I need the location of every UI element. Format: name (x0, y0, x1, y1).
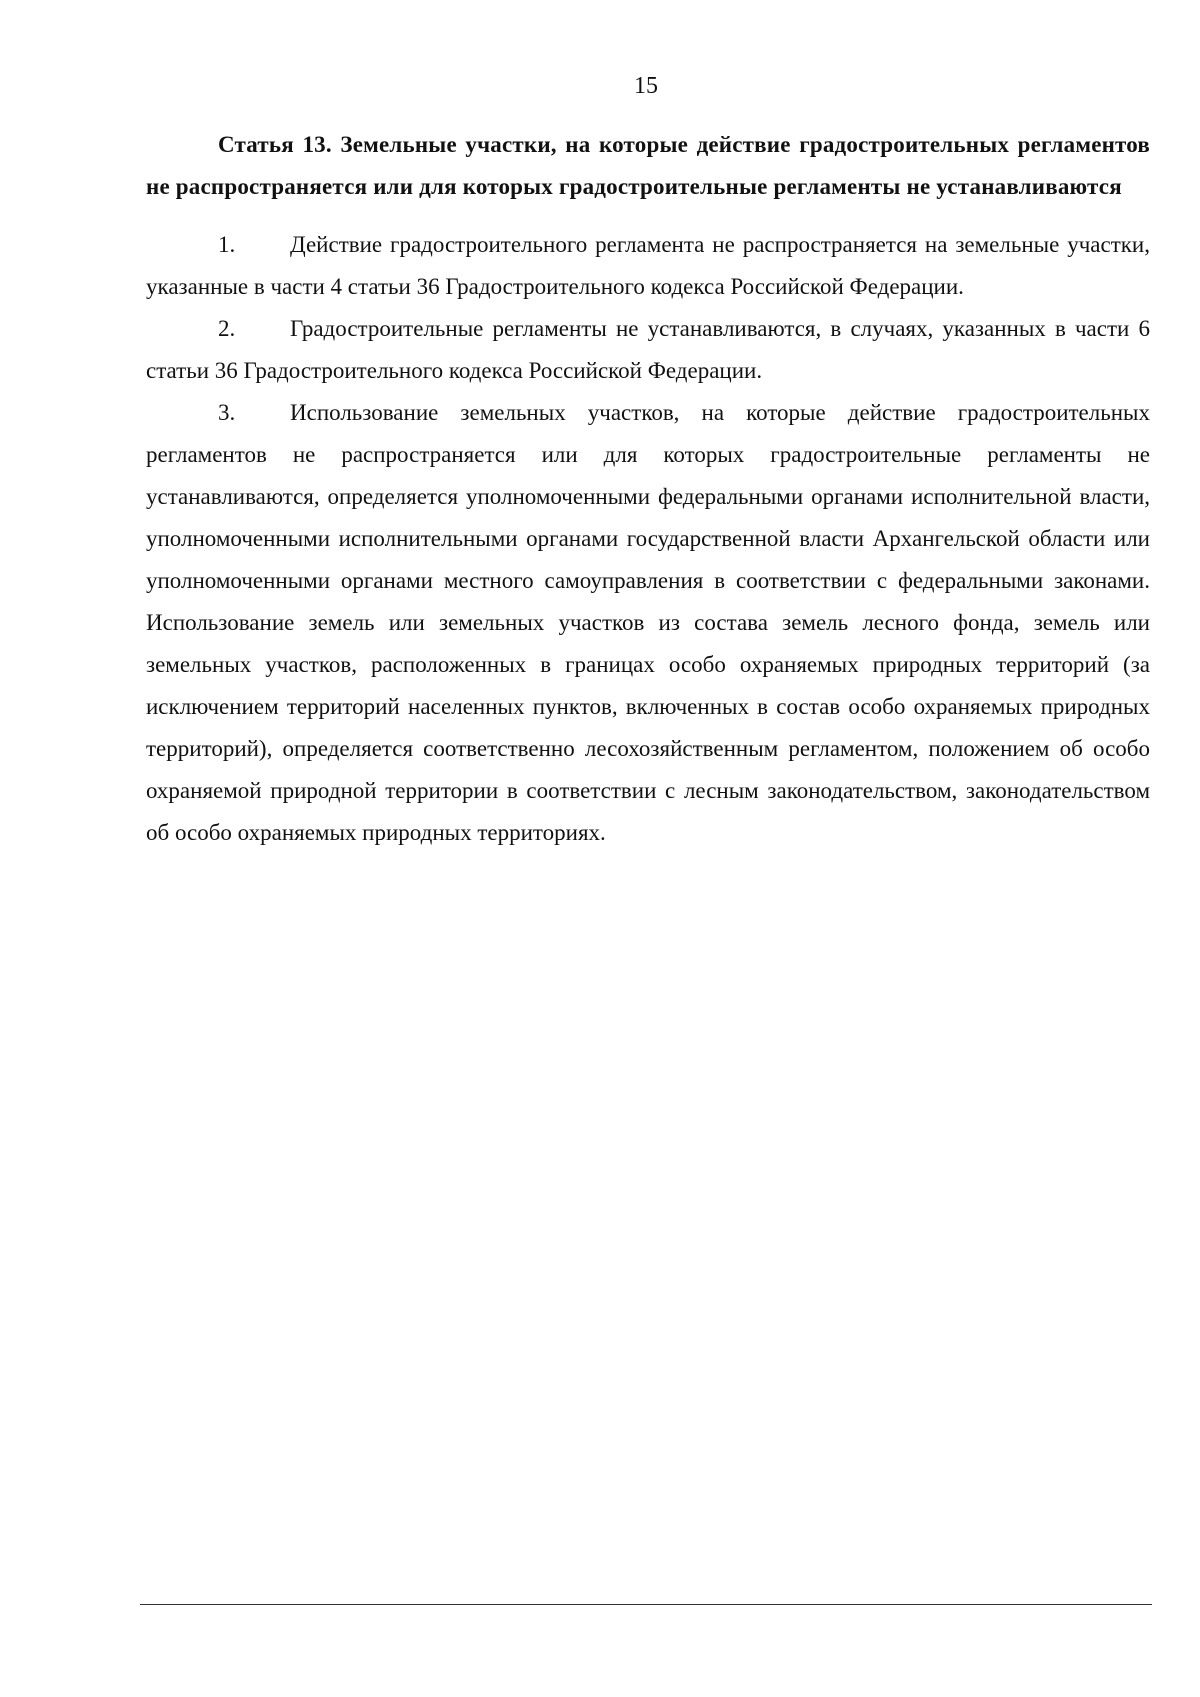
paragraph-number: 2. (218, 316, 236, 341)
footer-divider (140, 1604, 1152, 1605)
paragraph-number: 1. (218, 232, 236, 257)
paragraph-text: Использование земельных участков, на которые действие градостроительных регламентов не распространяется или для которых градостроительные регламенты не устанавливаются, определяется уполномоченными федеральными органами исполнительной власти, уполномоченными исполнительными органами государственной власти Архангельской области или уполномоченными органами местного самоуправления в соответствии с федеральными законами. Использование земель или земельных участков из состава земель лесного фонда, земель или земельных участков, расположенных в границах особо охраняемых природных территорий (за исключением территорий населенных пунктов, включенных в состав особо охраняемых природных территорий), определяется соответственно лесохозяйственным регламентом, положением об особо охраняемой природной территории в соответствии с лесным законодательством, законодательством об особо охраняемых природных территориях. (146, 400, 1150, 845)
paragraph-3 (146, 392, 1150, 854)
page-number: 15 (634, 73, 658, 99)
paragraph-text: Действие градостроительного регламента не распространяется на земельные участки, указанные в части 4 статьи 36 Градостроительного кодекса Российской Федерации. (146, 232, 1150, 299)
paragraph-number: 3. (218, 400, 236, 425)
article-body (146, 124, 1150, 854)
article-heading: Статья 13. Земельные участки, на которые действие градостроительных регламентов не распространяется или для которых градостроительные регламенты не устанавливаются (146, 132, 1150, 199)
paragraph-2 (146, 308, 1150, 392)
paragraph-text: Градостроительные регламенты не устанавливаются, в случаях, указанных в части 6 статьи 36 Градостроительного кодекса Российской Федерации. (146, 316, 1150, 383)
paragraph-1 (146, 224, 1150, 308)
